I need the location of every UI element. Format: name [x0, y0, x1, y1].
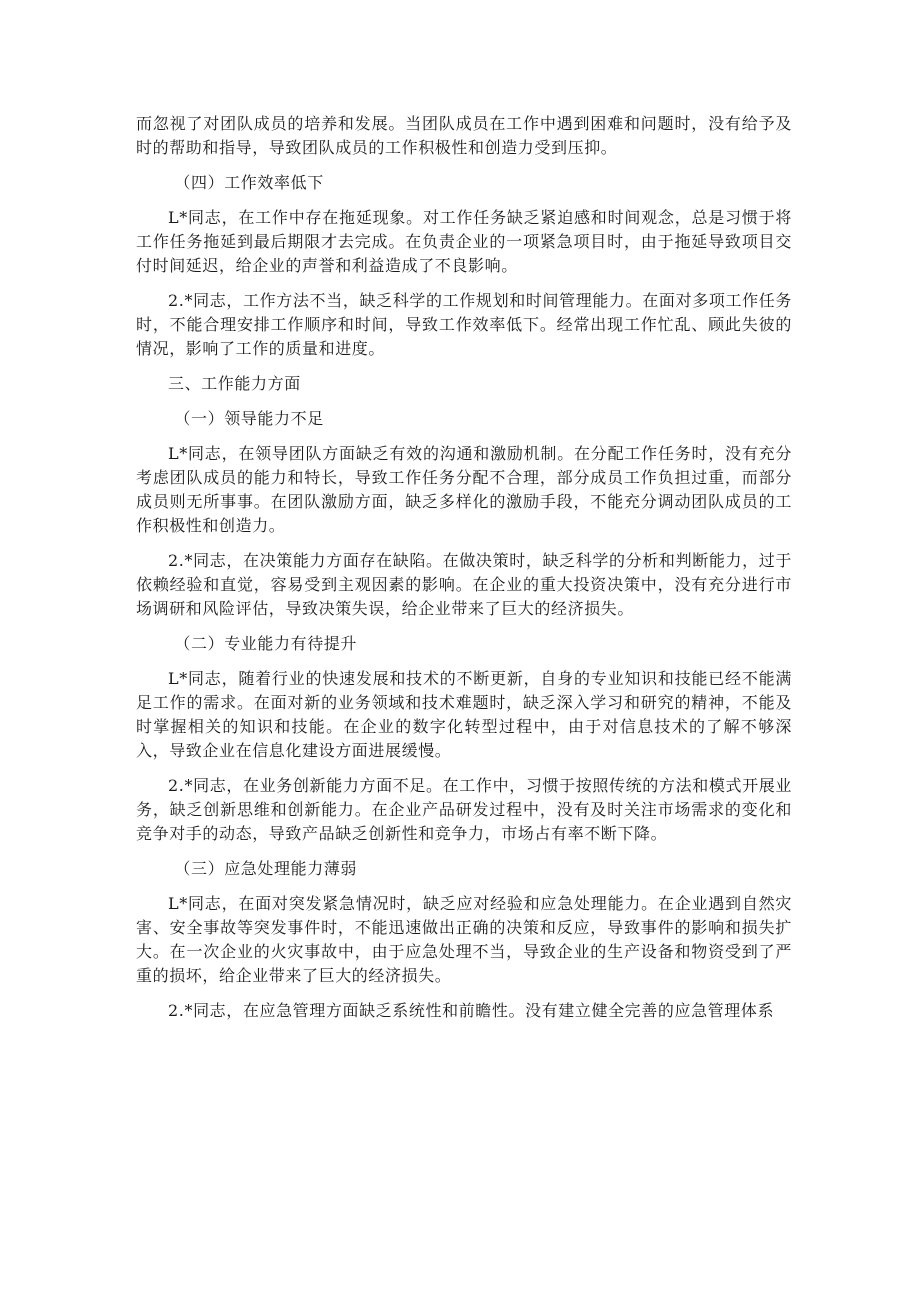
paragraph: L*同志，在领导团队方面缺乏有效的沟通和激励机制。在分配工作任务时，没有充分考虑团队成员的能力和特长，导致工作任务分配不合理，部分成员工作负担过重，而部分成员则无所事事。在团队激励方面，缺乏多样化的激励手段，不能充分调动团队成员的工作积极性和创造力。: [136, 444, 792, 535]
paragraph: L*同志，在面对突发紧急情况时，缺乏应对经验和应急处理能力。在企业遇到自然灾害、安全事故等突发事件时，不能迅速做出正确的决策和反应，导致事件的影响和损失扩大。在一次企业的火灾事故中，由于应急处理不当，导致企业的生产设备和物资受到了严重的损坏，给企业带来了巨大的经济损失。: [136, 894, 792, 985]
subsection-heading-1: （一）领导能力不足: [174, 409, 324, 428]
paragraph-continued: 而忽视了对团队成员的培养和发展。当团队成员在工作中遇到困难和问题时，没有给予及时的帮助和指导，导致团队成员的工作积极性和创造力受到压抑。: [136, 114, 792, 157]
subsection-heading-3: （三）应急处理能力薄弱: [174, 859, 357, 878]
subsection-heading-4: （四）工作效率低下: [174, 173, 324, 192]
subsection-heading-2: （二）专业能力有待提升: [174, 634, 357, 653]
paragraph: 2.*同志，在决策能力方面存在缺陷。在做决策时，缺乏科学的分析和判断能力，过于依赖经验和直觉，容易受到主观因素的影响。在企业的重大投资决策中，没有充分进行市场调研和风险评估，导致决策失误，给企业带来了巨大的经济损失。: [136, 551, 792, 618]
paragraph: L*同志，随着行业的快速发展和技术的不断更新，自身的专业知识和技能已经不能满足工作的需求。在面对新的业务领域和技术难题时，缺乏深入学习和研究的精神，不能及时掌握相关的知识和技能。在企业的数字化转型过程中，由于对信息技术的了解不够深入，导致企业在信息化建设方面进展缓慢。: [136, 669, 792, 760]
document-page: [136, 112, 792, 1034]
paragraph: 2.*同志，工作方法不当，缺乏科学的工作规划和时间管理能力。在面对多项工作任务时，不能合理安排工作顺序和时间，导致工作效率低下。经常出现工作忙乱、顾此失彼的情况，影响了工作的质量和进度。: [136, 291, 792, 358]
paragraph: 2.*同志，在业务创新能力方面不足。在工作中，习惯于按照传统的方法和模式开展业务，缺乏创新思维和创新能力。在企业产品研发过程中，没有及时关注市场需求的变化和竞争对手的动态，导致产品缺乏创新性和竞争力，市场占有率不断下降。: [136, 776, 792, 843]
section-heading-3: 三、工作能力方面: [168, 374, 301, 393]
paragraph-truncated: 2.*同志，在应急管理方面缺乏系统性和前瞻性。没有建立健全完善的应急管理体系: [168, 1001, 775, 1020]
paragraph: L*同志，在工作中存在拖延现象。对工作任务缺乏紧迫感和时间观念，总是习惯于将工作任务拖延到最后期限才去完成。在负责企业的一项紧急项目时，由于拖延导致项目交付时间延迟，给企业的声誉和利益造成了不良影响。: [136, 208, 792, 275]
